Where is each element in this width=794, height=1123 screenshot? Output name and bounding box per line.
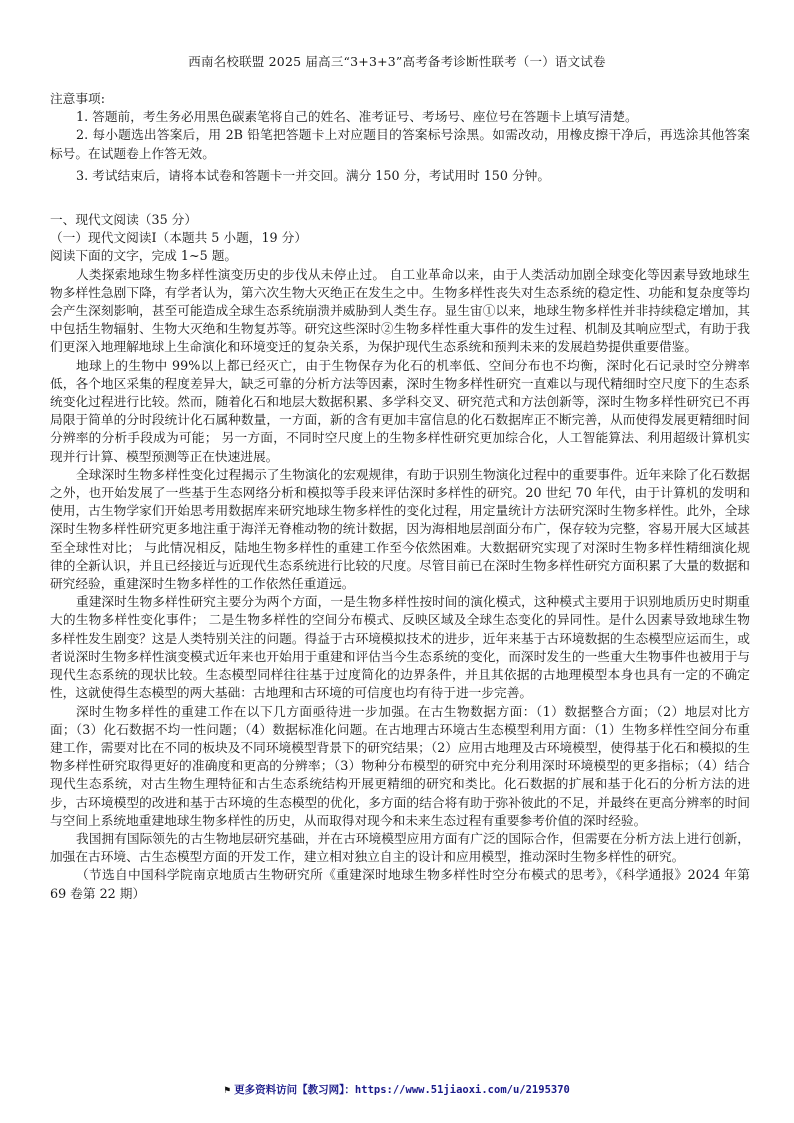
notice-item-1: 1. 答题前，考生务必用黑色碳素笔将自己的姓名、准考证号、考场号、座位号在答题卡上填写清楚。 (76, 109, 638, 125)
notice-item-2: 2. 每小题选出答案后，用 2B 铅笔把答题卡上对应题目的答案标号涂黑。如需改动，用橡皮擦干净后，再选涂其他答案标号。在试题卷上作答无效。 (50, 127, 750, 161)
article-source: （节选自中国科学院南京地质古生物研究所《重建深时地球生物多样性时空分布模式的思考》，《科学通报》2024 年第 69 卷第 22 期） (50, 867, 750, 901)
footer-text[interactable]: 更多资料访问【教习网】：https://www.51jiaoxi.com/u/2195370 (234, 1084, 570, 1096)
section-subheading: （一）现代文阅读Ⅰ（本题共 5 小题，19 分） (50, 230, 308, 246)
section-heading: 一、现代文阅读（35 分） (50, 212, 198, 228)
article-paragraph-2: 地球上的生物中 99%以上都已经灭亡，由于生物保存为化石的机率低、空间分布也不均衡，深时化石记录时空分辨率低，各个地区采集的程度差异大，缺乏可靠的分析方法等因素，深时生物多样性研究一直难以与现代精细时空尺度下的生态系统变化过程进行比较。然而，随着化石和地层大数据积累、多学科交叉、研究范式和方法创新等，深时生物多样性研究已不再局限于简单的分时段统计化石属种数量，一方面，新的含有更加丰富信息的化石数据库正不断完善，从而使得发展更精细时间分辨率的分析手段成为可能； 另一方面，不同时空尺度上的生物多样性研究更加综合化，人工智能算法、利用超级计算机实现并行计算、模型预测等正在快速进展。 (50, 357, 750, 464)
notice-item-3: 3. 考试结束后，请将本试卷和答题卡一并交回。满分 150 分，考试用时 150 分钟。 (76, 167, 551, 183)
section-instruction: 阅读下面的文字，完成 1~5 题。 (50, 248, 238, 264)
article-paragraph-1: 人类探索地球生物多样性演变历史的步伐从未停止过。 自工业革命以来，由于人类活动加剧全球变化等因素导致地球生物多样性急剧下降，有学者认为，第六次生物大灭绝正在发生之中。生物多样性丧失对生态系统的稳定性、功能和复杂度等均会产生深刻影响，甚至可能造成全球生态系统崩溃并威胁到人类生存。显生宙①以来，地球生物多样性并非持续稳定增加，其中包括生物辐射、生物大灭绝和生物复苏等。研究这些深时②生物多样性重大事件的发生过程、机制及其响应型式，有助于我们更深入地理解地球上生命演化和环境变迁的复杂关系，为保护现代生态系统和预判未来的发展趋势提供重要借鉴。 (50, 266, 750, 355)
article-paragraph-4: 重建深时生物多样性研究主要分为两个方面，一是生物多样性按时间的演化模式，这种模式主要用于识别地质历史时期重大的生物多样性变化事件； 二是生物多样性的空间分布模式、反映区域及全球生态变化的异同性。是什么因素导致地球生物多样性发生剧变？这是人类特别关注的问题。得益于古环境模拟技术的进步，近年来基于古环境数据的生态模型应运而生，或者说深时生物多样性演变模式近年来也开始用于重建和评估当今生态系统的变化，而深时发生的一些重大生物事件也被用于与现代生态系统的现状比较。生态模型同样往往基于过度简化的边界条件，并且其依据的古地理模型本身也具有一定的不确定性，这就使得生态模型的两大基础：古地理和古环境的可信度也均有待于进一步完善。 (50, 594, 750, 701)
article-paragraph-3: 全球深时生物多样性变化过程揭示了生物演化的宏观规律，有助于识别生物演化过程中的重要事件。近年来除了化石数据之外，也开始发展了一些基于生态网络分析和模拟等手段来评估深时多样性的研究。20 世纪 70 年代，由于计算机的发明和使用，古生物学家们开始思考用数据库来研究地球生物多样性的变化过程，用定量统计方法研究深时生物多样性。此外，全球深时生物多样性研究更多地注重于海洋无脊椎动物的统计数据，因为海相地层剖面分布广，保存较为完整，容易开展大区域甚至全球性对比； 与此情况相反，陆地生物多样性的重建工作至今依然困难。大数据研究实现了对深时生物多样性精细演化规律的全新认识，并且已经接近与近现代生态系统进行比较的尺度。尽管目前已在深时生物多样性研究方面积累了大量的数据和研究经验，重建深时生物多样性的工作依然任重道远。 (50, 466, 750, 592)
article-paragraph-6: 我国拥有国际领先的古生物地层研究基础，并在古环境模型应用方面有广泛的国际合作，但需要在分析方法上进行创新，加强在古环境、古生态模型方面的开发工作，建立相对独立自主的设计和应用模型，推动深时生物多样性的研究。 (50, 830, 750, 865)
footer-link[interactable] (0, 1082, 794, 1097)
flag-icon: ⚑ (224, 1085, 231, 1096)
notice-heading: 注意事项: (50, 91, 106, 106)
article-paragraph-5: 深时生物多样性的重建工作在以下几方面亟待进一步加强。在古生物数据方面：（1）数据整合方面；（2）地层对比方面；（3）化石数据不均一性问题；（4）数据标准化问题。在古地理古环境古生态模型利用方面：（1）生物多样性空间分布重建工作，需要对比在不同的板块及不同环境模型背景下的研究结果；（2）应用古地理及古环境模型，使得基于化石和模拟的生物多样性研究取得更好的准确度和更高的分辨率；（3）物种分布模型的研究中充分利用深时环境模型的更多指标；（4）结合现代生态系统，对古生物生理特征和古生态系统结构开展更精细的研究和类比。化石数据的扩展和基于化石的分析方法的进步，古环境模型的改进和基于古环境的生态模型的优化，多方面的结合将有助于弥补彼此的不足，并最终在更高分辨率的时间与空间上系统地重建地球生物多样性的历史，从而取得对现今和未来生态过程有重要参考价值的深时经验。 (50, 703, 750, 828)
page-title: 西南名校联盟 2025 届高三“3+3+3”高考备考诊断性联考（一）语文试卷 (188, 54, 606, 69)
exam-content (50, 90, 750, 903)
